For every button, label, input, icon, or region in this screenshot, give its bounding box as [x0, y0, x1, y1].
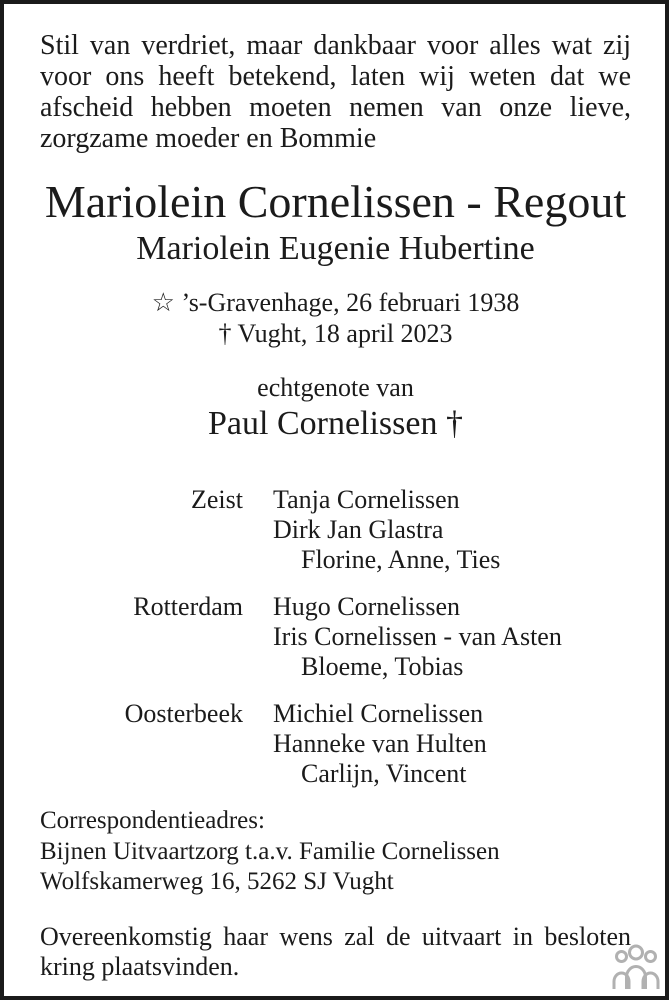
birth-place-date: ’s-Gravenhage, 26 februari 1938 [181, 288, 520, 317]
family-members [273, 592, 631, 682]
family-member: Michiel Cornelissen [273, 699, 484, 728]
deceased-full-name: Mariolein Eugenie Hubertine [136, 230, 535, 267]
family-member: Hugo Cornelissen [273, 592, 461, 621]
family-member: Iris Cornelissen - van Asten [273, 622, 562, 651]
family-group-oosterbeek [40, 699, 631, 789]
death-line [40, 318, 631, 349]
birth-death-dates [40, 287, 631, 349]
family-location: Rotterdam [133, 592, 243, 621]
correspondence-label: Correspondentieadres: [40, 807, 265, 834]
family-members [273, 699, 631, 789]
spouse-label: echtgenote van [257, 373, 414, 402]
grandchildren: Bloeme, Tobias [301, 652, 464, 681]
grandchildren: Carlijn, Vincent [301, 759, 467, 788]
closing-text: Overeenkomstig haar wens zal de uitvaart in besloten kring plaatsvinden. [40, 921, 631, 981]
family-list [40, 485, 631, 789]
family-group-zeist [40, 485, 631, 575]
family-location: Zeist [191, 485, 243, 514]
family-member: Dirk Jan Glastra [273, 515, 444, 544]
family-location: Oosterbeek [124, 699, 243, 728]
correspondence-line: Wolfskamerweg 16, 5262 SJ Vught [40, 868, 394, 895]
family-members [273, 485, 631, 575]
grandchildren: Florine, Anne, Ties [301, 545, 501, 574]
spouse-name: Paul Cornelissen † [208, 405, 463, 442]
birth-line [40, 287, 631, 318]
family-icon [612, 944, 660, 990]
death-place-date: Vught, 18 april 2023 [237, 319, 453, 348]
correspondence-block [40, 806, 631, 898]
death-cross-icon: † [218, 319, 232, 348]
correspondence-line: Bijnen Uitvaartzorg t.a.v. Familie Cornelissen [40, 837, 500, 865]
family-member: Tanja Cornelissen [273, 485, 460, 514]
intro-text: Stil van verdriet, maar dankbaar voor alles wat zij voor ons heeft betekend, laten wij weten dat we afscheid hebben moeten nemen van onze lieve, zorgzame moeder en Bommie [40, 30, 631, 154]
family-group-rotterdam [40, 592, 631, 682]
birth-star-icon: ☆ [151, 288, 175, 317]
family-member: Hanneke van Hulten [273, 729, 487, 758]
deceased-name: Mariolein Cornelissen - Regout [44, 176, 627, 227]
